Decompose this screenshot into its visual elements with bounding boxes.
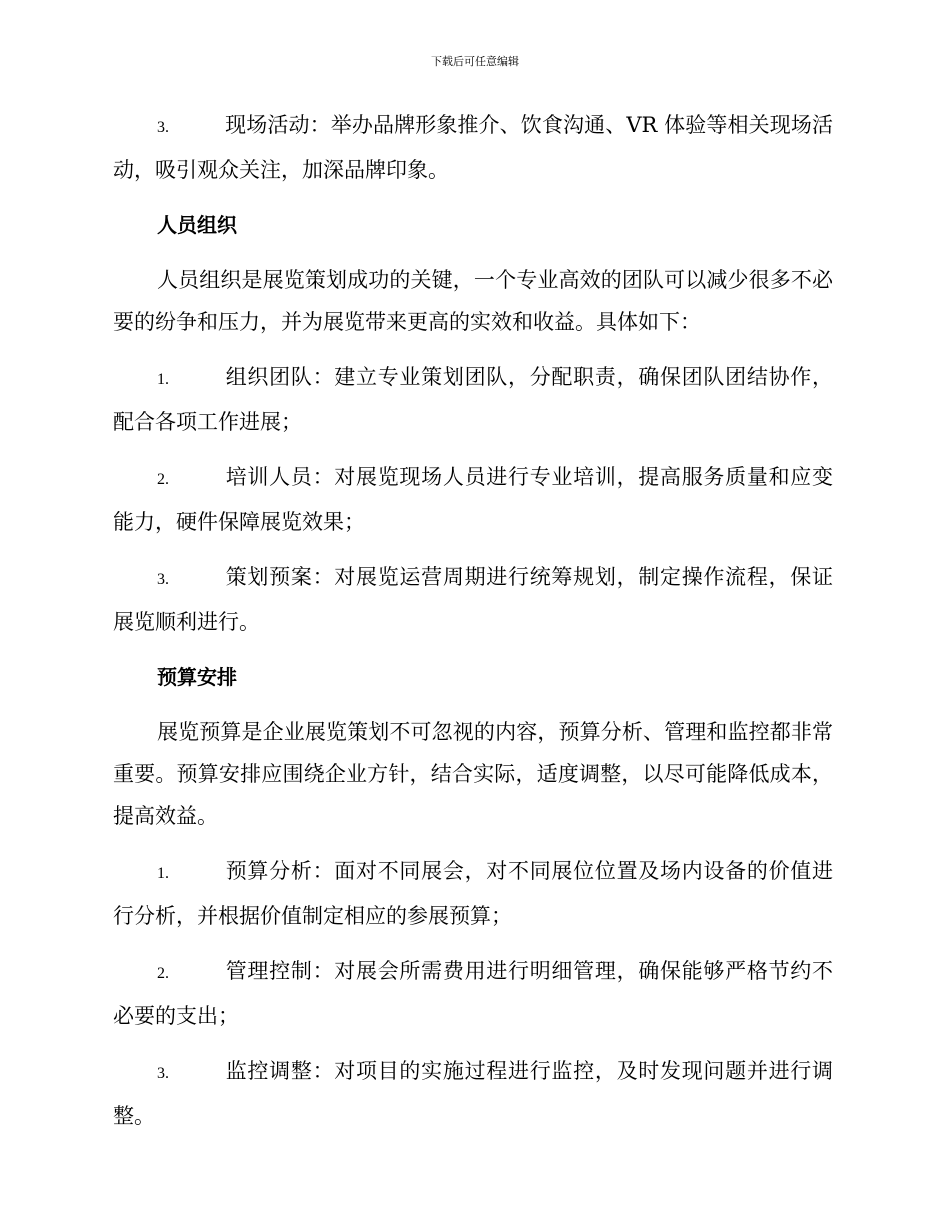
list-item	[113, 950, 833, 1037]
section-heading-personnel: 人员组织	[157, 213, 237, 237]
list-text: 培训人员：对展览现场人员进行专业培训，提高服务质量和应变能力，硬件保障展览效果；	[113, 465, 833, 534]
list-item	[113, 850, 833, 937]
list-number: 3.	[157, 119, 169, 136]
list-text: 预算分析：面对不同展会，对不同展位位置及场内设备的价值进行分析，并根据价值制定相应的参展预算；	[113, 859, 833, 928]
list-text: 管理控制：对展会所需费用进行明细管理，确保能够严格节约不必要的支出；	[113, 959, 833, 1028]
list-text: 组织团队：建立专业策划团队，分配职责，确保团队团结协作，配合各项工作进展；	[113, 365, 833, 434]
list-item	[113, 456, 833, 543]
paragraph: 人员组织是展览策划成功的关键，一个专业高效的团队可以减少很多不必要的纷争和压力，并为展览带来更高的实效和收益。具体如下：	[113, 268, 833, 334]
section-heading-budget: 预算安排	[157, 665, 237, 689]
page-header: 下载后可任意编辑	[431, 55, 519, 68]
list-item	[113, 1050, 833, 1137]
list-number: 3.	[157, 571, 169, 588]
paragraph: 展览预算是企业展览策划不可忽视的内容，预算分析、管理和监控都非常重要。预算安排应围绕企业方针，结合实际，适度调整，以尽可能降低成本，提高效益。	[113, 720, 833, 828]
list-item	[113, 556, 833, 643]
list-text: 策划预案：对展览运营周期进行统筹规划，制定操作流程，保证展览顺利进行。	[113, 565, 833, 634]
list-number: 1.	[157, 371, 169, 388]
list-text: 监控调整：对项目的实施过程进行监控，及时发现问题并进行调整。	[113, 1059, 833, 1128]
list-item	[113, 104, 833, 191]
list-item	[113, 356, 833, 443]
list-text: 现场活动：举办品牌形象推介、饮食沟通、VR 体验等相关现场活动，吸引观众关注，加深品牌印象。	[113, 113, 833, 182]
list-number: 2.	[157, 471, 169, 488]
list-number: 1.	[157, 865, 169, 882]
list-number: 3.	[157, 1065, 169, 1082]
document-body	[113, 104, 833, 1150]
list-number: 2.	[157, 965, 169, 982]
